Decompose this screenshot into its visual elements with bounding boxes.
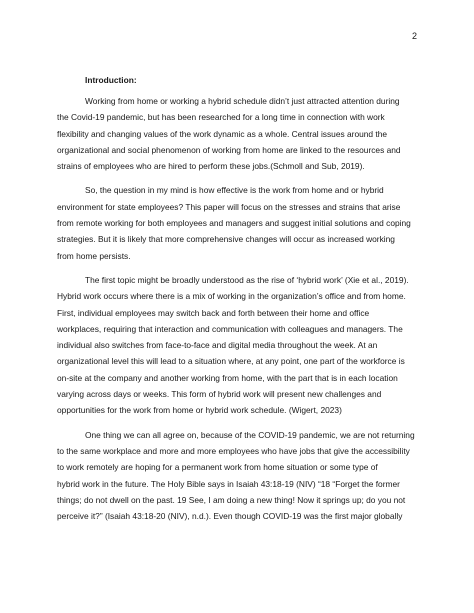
paragraph-line: Hybrid work occurs where there is a mix of working in the organization’s office and from home. — [57, 291, 406, 302]
paragraph-line: opportunities for the work from home or hybrid work schedule. (Wigert, 2023) — [57, 405, 342, 416]
paragraph-line: First, individual employees may switch back and forth between their home and office — [57, 307, 370, 318]
paragraph-line: Working from home or working a hybrid schedule didn’t just attracted attention during — [85, 95, 400, 106]
paragraph-line: perceive it?” (Isaiah 43:18-20 (NIV), n.d.). Even though COVID-19 was the first major globally — [57, 511, 403, 522]
paragraph-line: One thing we can all agree on, because of the COVID-19 pandemic, we are not returning — [85, 429, 415, 440]
document-body — [57, 72, 420, 532]
paragraph-line: environment for state employees? This paper will focus on the stresses and strains that arise — [57, 201, 401, 212]
paragraph-line: organizational level this will lead to a situation where, at any point, one part of the workforce is — [57, 356, 405, 367]
paragraph-line: from home persists. — [57, 250, 131, 261]
paragraph-line: workplaces, requiring that interaction and communication with colleagues and managers. The — [57, 323, 403, 334]
paragraph-line: varying across days or weeks. This form of hybrid work will present new challenges and — [57, 389, 382, 400]
paragraph-line: The first topic might be broadly understood as the rise of ‘hybrid work’ (Xie et al., 2019). — [85, 274, 409, 285]
paragraph-line: hybrid work in the future. The Holy Bible says in Isaiah 43:18-19 (NIV) “18 “Forget the former — [57, 478, 400, 489]
paragraph-line: organizational and social phenomenon of working from home are linked to the resources and — [57, 144, 401, 155]
section-heading: Introduction: — [85, 75, 137, 85]
paragraph-line: on-site at the company and another working from home, with the part that is in each location — [57, 372, 398, 383]
paragraph-1 — [57, 93, 420, 174]
paragraph-line: So, the question in my mind is how effective is the work from home and or hybrid — [85, 185, 384, 196]
paragraph-2 — [57, 182, 420, 263]
paragraph-line: to work remotely are hoping for a permanent work from home situation or some type of — [57, 462, 378, 473]
paragraph-line: strategies. But it is likely that more comprehensive changes will occur as increased working — [57, 234, 395, 245]
page-number: 2 — [411, 31, 417, 41]
paragraph-line: the Covid-19 pandemic, but has been researched for a long time in connection with work — [57, 112, 385, 123]
paragraph-line: flexibility and changing values of the work dynamic as a whole. Central issues around the — [57, 128, 388, 139]
paragraph-line: strains of employees who are hired to perform these jobs.(Schmoll and Sub, 2019). — [57, 161, 365, 172]
paragraph-line: individual also switches from face-to-face and digital media throughout the week. At an — [57, 340, 378, 351]
paragraph-3 — [57, 272, 420, 419]
paragraph-4 — [57, 427, 420, 525]
paragraph-line: from remote working for both employees and managers and suggest initial solutions and coping — [57, 218, 411, 229]
paragraph-line: to the same workplace and more and more employees who have jobs that give the accessibility — [57, 445, 410, 456]
paragraph-line: things; do not dwell on the past. 19 See, I am doing a new thing! Now it springs up; do you not — [57, 494, 406, 505]
